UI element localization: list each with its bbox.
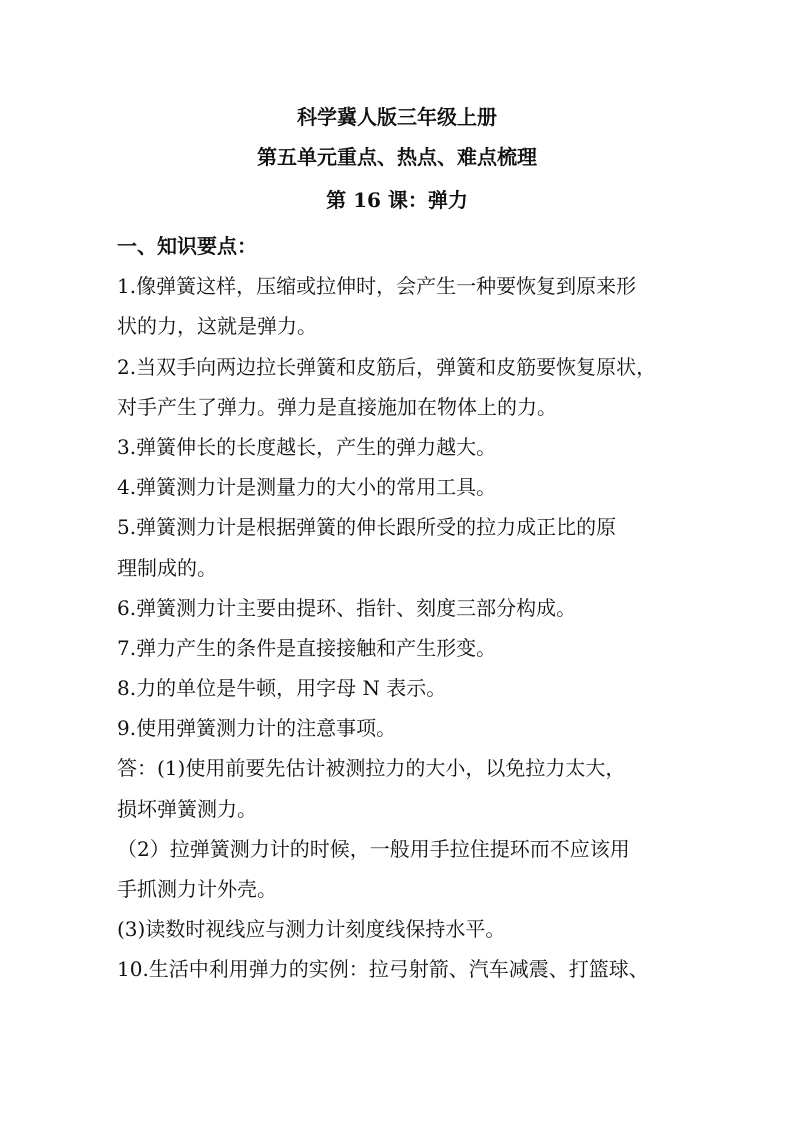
body-line: 8.力的单位是牛顿，用字母 N 表示。 bbox=[117, 676, 447, 701]
document-title: 科学冀人版三年级上册 bbox=[297, 105, 497, 129]
document-subtitle: 第五单元重点、热点、难点梳理 bbox=[257, 145, 537, 169]
body-line: 9.使用弹簧测力计的注意事项。 bbox=[117, 716, 397, 741]
body-line: 6.弹簧测力计主要由提环、指针、刻度三部分构成。 bbox=[117, 595, 577, 620]
body-line: 10.生活中利用弹力的实例：拉弓射箭、汽车减震、打篮球、 bbox=[117, 957, 649, 982]
body-line: 手抓测力计外壳。 bbox=[117, 877, 277, 901]
section-heading: 一、知识要点： bbox=[117, 234, 257, 258]
body-line: 4.弹簧测力计是测量力的大小的常用工具。 bbox=[117, 475, 497, 500]
body-line: 状的力，这就是弹力。 bbox=[117, 314, 317, 339]
body-line: 损坏弹簧测力。 bbox=[117, 796, 257, 821]
body-line: 对手产生了弹力。弹力是直接施加在物体上的力。 bbox=[117, 394, 557, 419]
body-line: 答：(1)使用前要先估计被测拉力的大小，以免拉力太大， bbox=[117, 756, 626, 781]
lesson-title: 第 16 课：弹力 bbox=[326, 188, 468, 212]
body-line: 5.弹簧测力计是根据弹簧的伸长跟所受的拉力成正比的原 bbox=[117, 515, 617, 540]
body-line: (3)读数时视线应与测力计刻度线保持水平。 bbox=[117, 917, 506, 942]
body-line: 1.像弹簧这样，压缩或拉伸时，会产生一种要恢复到原来形 bbox=[117, 274, 637, 299]
body-line: 7.弹力产生的条件是直接接触和产生形变。 bbox=[117, 635, 497, 660]
body-line: 3.弹簧伸长的长度越长，产生的弹力越大。 bbox=[117, 434, 497, 459]
body-line: 2.当双手向两边拉长弹簧和皮筋后，弹簧和皮筋要恢复原状， bbox=[117, 354, 657, 379]
body-line: 理制成的。 bbox=[117, 555, 217, 580]
document-body bbox=[117, 226, 679, 990]
body-line: （2）拉弹簧测力计的时候，一般用手拉住提环而不应该用 bbox=[117, 836, 630, 861]
